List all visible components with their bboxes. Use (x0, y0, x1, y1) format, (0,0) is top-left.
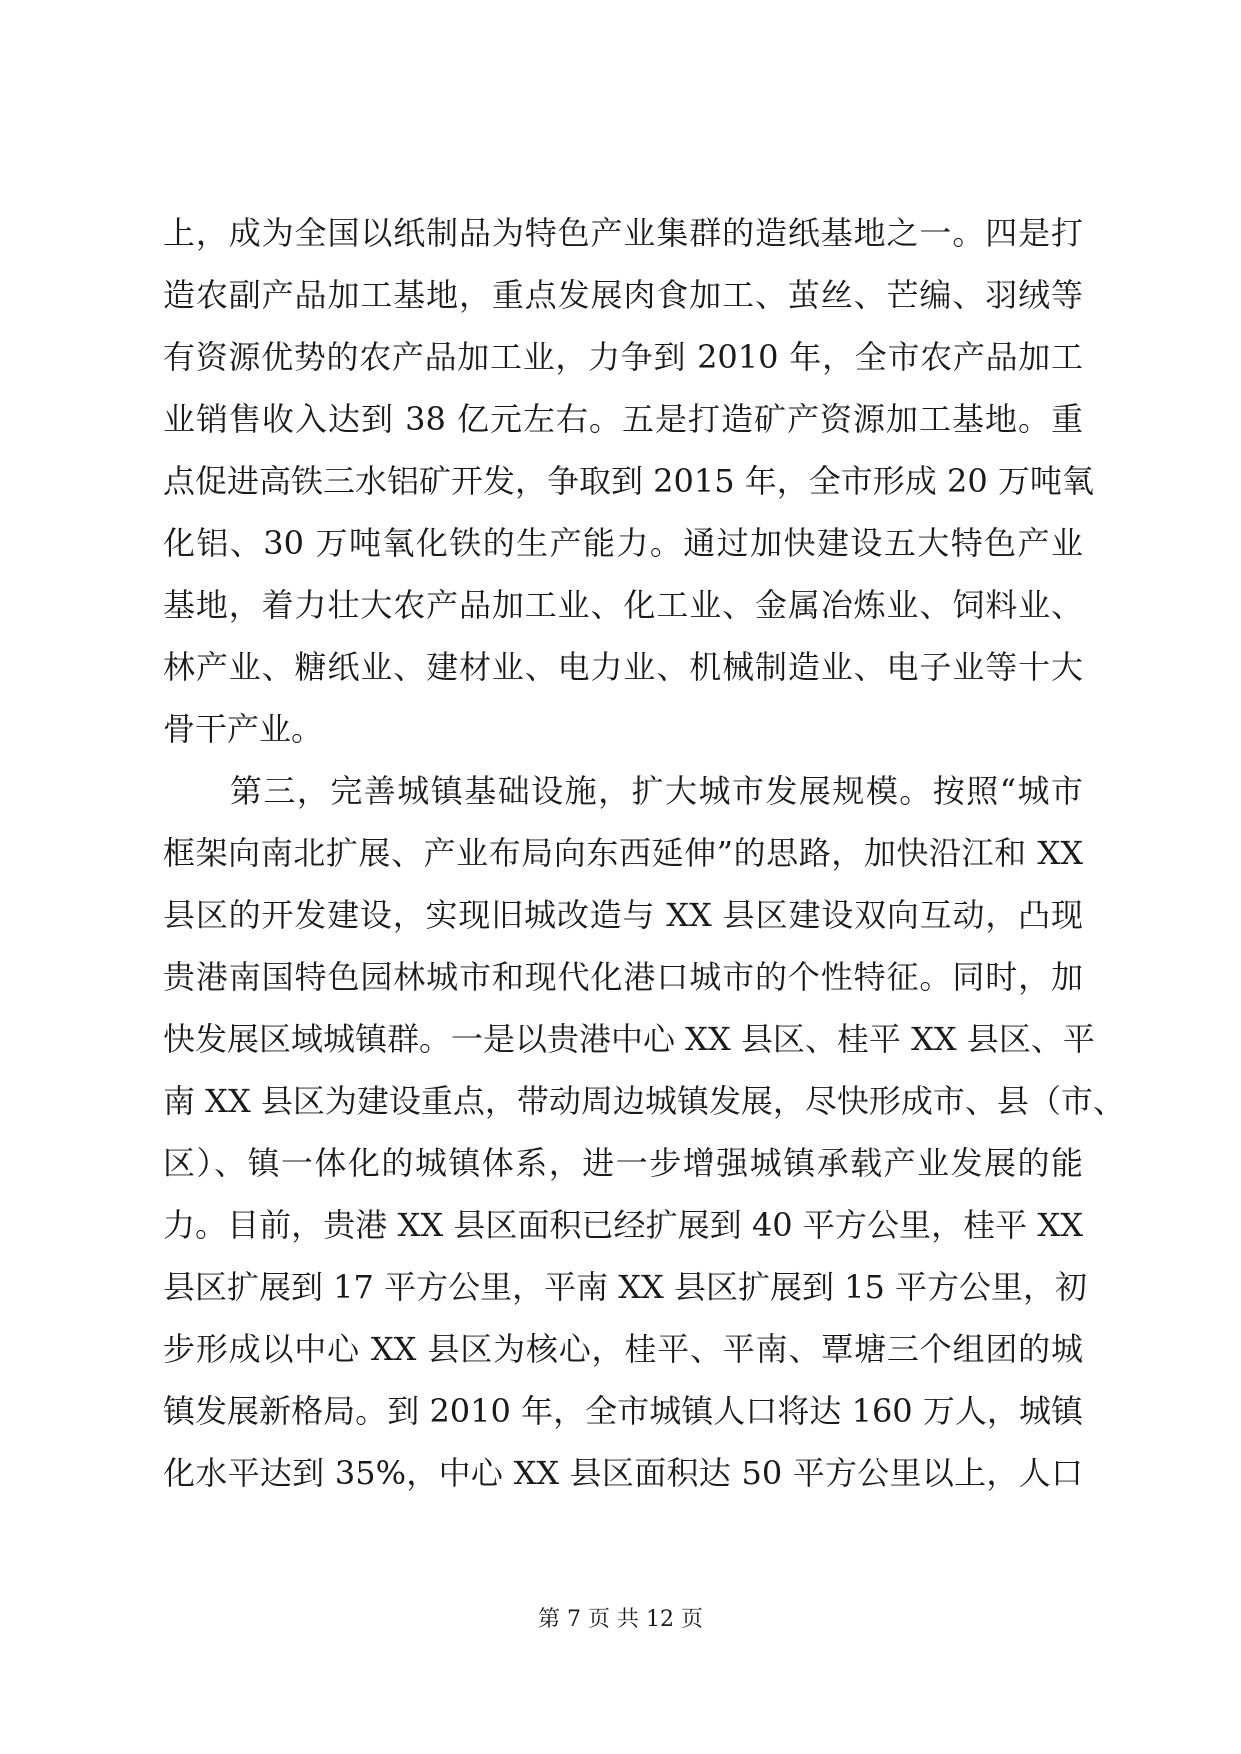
body-text (163, 202, 1125, 1504)
text-line: 林产业、糖纸业、建材业、电力业、机械制造业、电子业等十大 (163, 648, 1083, 686)
text-line: 骨干产业。 (163, 710, 324, 748)
text-line: 化水平达到 35%，中心 XX 县区面积达 50 平方公里以上，人口 (163, 1454, 1083, 1492)
text-line: 快发展区域城镇群。一是以贵港中心 XX 县区、桂平 XX 县区、平 (163, 1020, 1095, 1058)
text-line: 业销售收入达到 38 亿元左右。五是打造矿产资源加工基地。重 (163, 400, 1083, 438)
text-line: 南 XX 县区为建设重点，带动周边城镇发展，尽快形成市、县（市、 (163, 1082, 1125, 1120)
text-line: 框架向南北扩展、产业布局向东西延伸”的思路，加快沿江和 XX (163, 834, 1083, 872)
text-line: 基地，着力壮大农产品加工业、化工业、金属冶炼业、饲料业、 (163, 586, 1083, 624)
text-line: 第三，完善城镇基础设施，扩大城市发展规模。按照“城市 (163, 772, 1083, 810)
text-line: 区）、镇一体化的城镇体系，进一步增强城镇承载产业发展的能 (163, 1144, 1083, 1182)
text-line: 造农副产品加工基地，重点发展肉食加工、茧丝、芒编、羽绒等 (163, 276, 1083, 314)
text-line: 镇发展新格局。到 2010 年，全市城镇人口将达 160 万人，城镇 (163, 1392, 1083, 1430)
text-line: 步形成以中心 XX 县区为核心，桂平、平南、覃塘三个组团的城 (163, 1330, 1083, 1368)
text-line: 有资源优势的农产品加工业，力争到 2010 年，全市农产品加工 (163, 338, 1083, 376)
text-line: 贵港南国特色园林城市和现代化港口城市的个性特征。同时，加 (163, 958, 1083, 996)
text-line: 化铝、30 万吨氧化铁的生产能力。通过加快建设五大特色产业 (163, 524, 1083, 562)
page-number-footer: 第 7 页 共 12 页 (538, 1607, 703, 1632)
text-line: 上，成为全国以纸制品为特色产业集群的造纸基地之一。四是打 (163, 214, 1083, 252)
text-line: 县区的开发建设，实现旧城改造与 XX 县区建设双向互动，凸现 (163, 896, 1083, 934)
text-line: 力。目前，贵港 XX 县区面积已经扩展到 40 平方公里，桂平 XX (163, 1206, 1083, 1244)
text-line: 点促进高铁三水铝矿开发，争取到 2015 年，全市形成 20 万吨氧 (163, 462, 1094, 500)
text-line: 县区扩展到 17 平方公里，平南 XX 县区扩展到 15 平方公里，初 (163, 1268, 1088, 1306)
